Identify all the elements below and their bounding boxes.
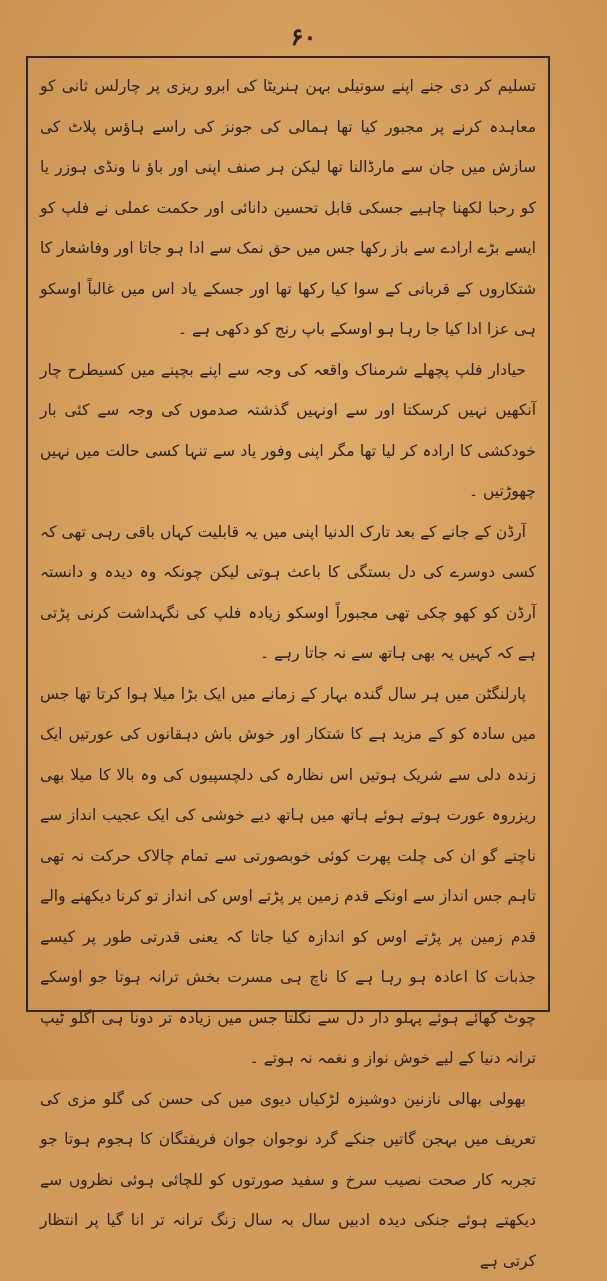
paragraph-3: آرڈن کے جانے کے بعد تارک الدنیا اپنی میں یہ قابلیت کہاں باقی رہی تھی کہ کسی دوسرے کی دل بستگی کا باعث ہوتی لیکن چونکہ وہ دیدہ و دانستہ آرڈن کو کھو چکی تھی مجبوراً اوسکو زیادہ فلپ کی نگہداشت کرنی پڑتی ہے کہ کہیں یہ بھی ہاتھ سے نہ جاتا رہے ۔ <box>40 512 536 674</box>
paragraph-1: تسلیم کر دی جنے اپنے سوتیلی بہن ہنریٹا کی ابرو ریزی پر چارلس ثانی کو معاہدہ کرنے پر مجبور کیا تھا ہمالی کی جونز کی راسے ہاؤس پلاٹ کی سازش میں جان سے مارڈالنا تھا لیکن ہر صنف اپنی اور باؤ نا ونڈی ہوزر یا کو رحبا لکھنا چاہیے جسکی قابل تحسین دانائی اور حکمت عملی نے فلپ کو ایسے بڑے ارادے سے باز رکھا جس میں حق نمک سے ادا ہو جاتا اور وفاشعار کا شتکاروں کے قربانی کے سوا کیا رکھا تھا اور جسکے یاد اس میں غالباً اوسکو ہی عزا ادا کیا جا رہا ہو اوسکے باپ رنج کو دکھی ہے ۔ <box>40 66 536 350</box>
paragraph-4: پارلنگٹن میں ہر سال گندہ بہار کے زمانے میں ایک بڑا میلا ہوا کرتا تھا جس میں سادہ کو کے مزید ہے کا شتکار اور خوش باش دہقانوں کی عورتیں ایک زندہ دلی سے شریک ہوتیں اس نظارہ کی دلچسپیوں کی وہ بالا کا میلا بھی ریزروہ عورت ہوتے ہوئے ہاتھ میں ہاتھ دیے خوشی کی ایک عجیب انداز سے ناچتے گو ان کی چلت پھرت کوئی خوبصورتی سے تمام چالاک حرکت نہ تھی تاہم جس انداز سے اونکے قدم زمین پر پڑتے اوس کی انداز تو کرنا دیکھنے والے قدم زمین پر پڑتے اوس کو اندازہ کیا جاتا کہ یعنی قدرتی طور پر کیسے جذبات کا اعادہ ہو رہا ہے کا ناچ ہی مسرت بخش ترانہ ہوتا جو اوسکے چوٹ کھائے ہوئے پہلو دار دل سے نکلتا جس میں زیادہ تر دونا ہی اگلو ٹیپ ترانہ دنیا کے لیے خوش نواز و نغمہ نہ ہوتے ۔ <box>40 674 536 1079</box>
page-number: ۶۰ <box>0 22 607 51</box>
paragraph-5: بھولی بھالی نازنین دوشیزہ لڑکیاں دیوی میں کی حسن کی گلو مزی کی تعریف میں بہجن گاتیں جنکے گرد نوجوان جوان فریفتگان کا ہجوم ہوتا جو تجربہ کار صحت نصیب سرخ و سفید صورتوں کو للچائی ہوئی نظروں سے دیکھتے ہوئے جنکی دیدہ ادبیں سال بہ سال زنگ ترانہ تر انا گیا پر انتظار کرتی ہے <box>40 1079 536 1281</box>
urdu-text-body <box>40 66 536 1006</box>
paragraph-2: حیادار فلپ پچھلے شرمناک واقعہ کی وجہ سے اپنے بچپنے میں کسیطرح چار آنکھیں نہیں کرسکتا اور سے اونہیں گذشتہ صدموں کی وجہ سے کئی بار خودکشی کا ارادہ کر لیا تھا مگر اپنی وفور یاد سے تنہا کسی حالت میں نہیں چھوڑتیں ۔ <box>40 350 536 512</box>
